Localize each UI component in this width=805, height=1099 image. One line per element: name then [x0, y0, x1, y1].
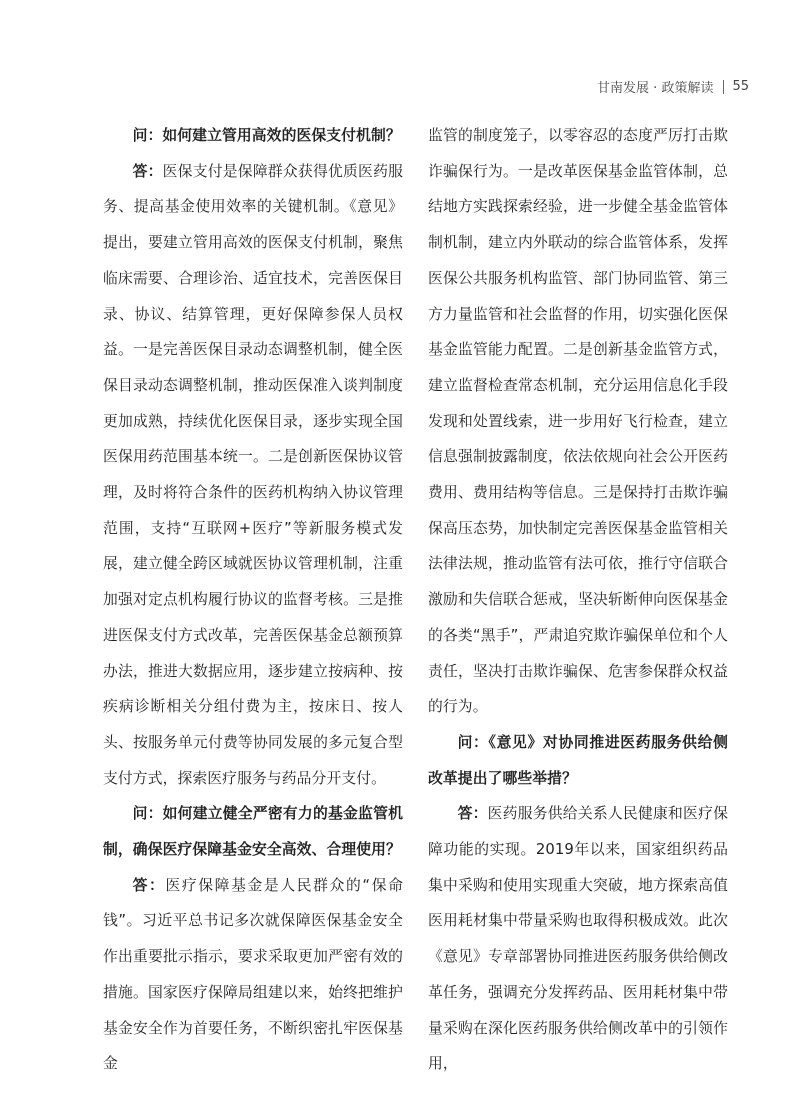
section-title: 甘南发展 · 政策解读 — [597, 81, 714, 96]
answer-lead: 答： — [132, 162, 163, 180]
header-divider — [723, 80, 724, 94]
question-2: 问：如何建立健全严密有力的基金监管机制，确保医疗保障基金安全高效、合理使用？ — [103, 805, 403, 859]
page-number: 55 — [732, 79, 749, 94]
answer-lead: 答： — [457, 805, 488, 823]
answer-3-text: 医药服务供给关系人民健康和医疗保障功能的实现。2019年以来，国家组织药品集中采购和使用实现重大突破，地方探索高值医用耗材集中带量采购也取得积极成效。此次《意见》专章部署协同推进医药服务供给侧改革任务，强调充分发挥药品、医用耗材集中带量采购在深化医药服务供给侧改革中的引领作用， — [428, 805, 728, 1073]
question-1: 问：如何建立管用高效的医保支付机制？ — [132, 127, 401, 144]
answer-2 — [103, 868, 403, 1082]
answer-2-continued: 监管的制度笼子，以零容忍的态度严厉打击欺诈骗保行为。一是改革医保基金监管体制，总结地方实践探索经验，进一步健全基金监管体制机制，建立内外联动的综合监管体系，发挥医保公共服务机构监管、部门协同监管、第三方力量监管和社会监督的作用，切实强化医保基金监管能力配置。二是创新基金监管方式，建立监督检查常态机制，充分运用信息化手段发现和处置线索，进一步用好飞行检查，建立信息强制披露制度，依法依规向社会公开医药费用、费用结构等信息。三是保持打击欺诈骗保高压态势，加快制定完善医保基金监管相关法律法规，推动监管有法可依，推行守信联合激励和失信联合惩戒，坚决斩断伸向医保基金的各类“黑手”，严肃追究欺诈骗保单位和个人责任，坚决打击欺诈骗保、危害参保群众权益的行为。 — [428, 127, 728, 716]
page-header — [597, 77, 749, 96]
right-column — [428, 118, 728, 1082]
answer-1 — [103, 154, 403, 797]
answer-2-text: 医疗保障基金是人民群众的“保命钱”。习近平总书记多次就保障医保基金安全作出重要批示指示，要求采取更加严密有效的措施。国家医疗保障局组建以来，始终把维护基金安全作为首要任务，不断织密扎牢医保基金 — [103, 876, 404, 1073]
left-column — [103, 118, 403, 1082]
answer-3 — [428, 796, 728, 1082]
answer-lead: 答： — [132, 876, 166, 894]
question-3: 问：《意见》对协同推进医药服务供给侧改革提出了哪些举措？ — [428, 733, 728, 787]
answer-1-text: 医保支付是保障群众获得优质医药服务、提高基金使用效率的关键机制。《意见》提出，要建立管用高效的医保支付机制，聚焦临床需要、合理诊治、适宜技术，完善医保目录、协议、结算管理，更好保障参保人员权益。一是完善医保目录动态调整机制，健全医保目录动态调整机制，推动医保准入谈判制度更加成熟，持续优化医保目录，逐步实现全国医保用药范围基本统一。二是创新医保协议管理，及时将符合条件的医药机构纳入协议管理范围，支持“互联网+医疗”等新服务模式发展，建立健全跨区域就医协议管理机制，注重加强对定点机构履行协议的监督考核。三是推进医保支付方式改革，完善医保基金总额预算办法，推进大数据应用，逐步建立按病种、按疾病诊断相关分组付费为主，按床日、按人头、按服务单元付费等协同发展的多元复合型支付方式，探索医疗服务与药品分开支付。 — [103, 162, 403, 787]
